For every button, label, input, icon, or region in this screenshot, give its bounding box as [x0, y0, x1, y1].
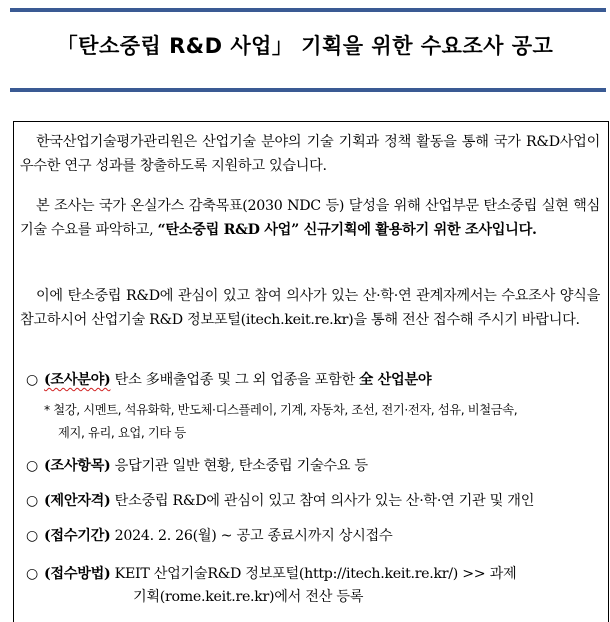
item-emphasis: 全 산업분야 [359, 372, 432, 388]
item-label: (조사항목) [44, 458, 111, 474]
item-label: (조사분야) [44, 372, 111, 388]
item-text: KEIT 산업기술R&D 정보포털(http://itech.keit.re.kr/) >> 과제 [110, 566, 517, 582]
item-period [20, 524, 605, 548]
item-eligibility [20, 489, 605, 513]
top-rule [10, 8, 606, 12]
item-text: 2024. 2. 26(월) ~ 공고 종료시까지 상시접수 [110, 528, 393, 544]
purpose-text: 본 조사는 국가 온실가스 감축목표(2030 NDC 등) 달성을 위해 산업부문 탄소중립 실현 핵심기술 수요를 파악하고, [20, 198, 600, 238]
request-paragraph [20, 284, 600, 332]
item-survey-field [20, 368, 605, 392]
item-text: 탄소중립 R&D에 관심이 있고 참여 의사가 있는 산·학·연 기관 및 개인 [110, 493, 535, 509]
item-method-continued: 기획(rome.keit.re.kr)에서 전산 등록 [133, 589, 364, 605]
bottom-rule [10, 88, 606, 92]
bullet-icon: ○ [26, 493, 38, 509]
purpose-paragraph [20, 194, 600, 242]
item-label: (접수기간) [44, 528, 111, 544]
page-title: 「탄소중립 R&D 사업」 기획을 위한 수요조사 공고 [56, 34, 554, 58]
intro-text: 한국산업기술평가관리원은 산업기술 분야의 기술 기획과 정책 활동을 통해 국가 R&D사업이 우수한 연구 성과를 창출하도록 지원하고 있습니다. [20, 134, 600, 174]
bullet-icon: ○ [26, 458, 38, 474]
bullet-icon: ○ [26, 372, 38, 388]
item-method [20, 562, 605, 586]
industries-note-line2: 제지, 유리, 요업, 기타 등 [58, 426, 186, 440]
item-label: (접수방법) [44, 566, 111, 582]
item-text: 응답기관 일반 현황, 탄소중립 기술수요 등 [110, 458, 368, 474]
bullet-icon: ○ [26, 528, 38, 544]
item-survey-items [20, 454, 605, 478]
item-text: 탄소 多배출업종 및 그 외 업종을 포함한 [110, 372, 360, 388]
request-text: 이에 탄소중립 R&D에 관심이 있고 참여 의사가 있는 산·학·연 관계자께서는 수요조사 양식을 참고하시어 산업기술 R&D 정보포털(itech.keit.re.kr)을 통해 전산 접수해 주시기 바랍니다. [20, 288, 600, 328]
intro-paragraph [20, 130, 600, 178]
bullet-icon: ○ [26, 566, 38, 582]
purpose-emphasis: “탄소중립 R&D 사업” 신규기획에 활용하기 위한 조사입니다. [157, 222, 537, 238]
industries-note-line1: * 철강, 시멘트, 석유화학, 반도체·디스플레이, 기계, 자동차, 조선, 전기·전자, 섬유, 비철금속, [44, 403, 518, 417]
item-label: (제안자격) [44, 493, 111, 509]
